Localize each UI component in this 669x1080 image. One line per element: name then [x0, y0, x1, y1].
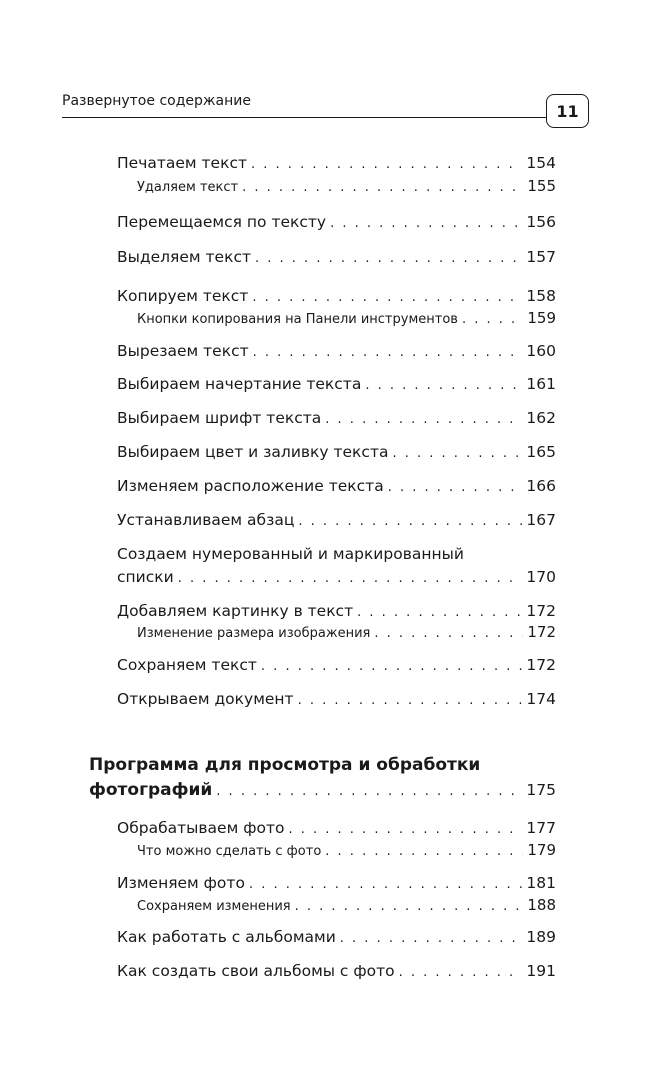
leader-dots — [298, 512, 522, 532]
toc-entry-title: Добавляем картинку в текст — [117, 602, 354, 620]
leader-dots — [392, 444, 522, 464]
toc-entry[interactable] — [117, 341, 556, 363]
toc-entry-page: 165 — [526, 443, 556, 461]
toc-entry[interactable] — [117, 567, 556, 589]
toc-entry-page: 174 — [526, 690, 556, 708]
toc-section-title: фотографий — [89, 780, 213, 800]
toc-entry[interactable] — [117, 442, 556, 464]
leader-dots — [261, 657, 522, 677]
toc-entry[interactable] — [117, 818, 556, 840]
leader-dots — [288, 820, 522, 840]
toc-subentry-title: Изменение размера изображения — [137, 626, 371, 641]
toc-subentry-title: Кнопки копирования на Панели инструментов — [137, 312, 458, 327]
toc-entry-title: Открываем документ — [117, 690, 294, 708]
leader-dots — [249, 875, 522, 895]
toc-entry-title: Вырезаем текст — [117, 342, 249, 360]
toc-entry[interactable] — [117, 873, 556, 895]
toc-entry[interactable] — [117, 927, 556, 949]
leader-dots — [374, 624, 523, 644]
toc-entry[interactable] — [117, 689, 556, 711]
toc-entry-title-line[interactable]: Создаем нумерованный и маркированный — [117, 545, 464, 563]
toc-entry[interactable] — [117, 961, 556, 983]
toc-entry-page: 191 — [526, 962, 556, 980]
page-number-box — [546, 94, 589, 128]
running-header-title: Развернутое содержание — [62, 93, 251, 109]
leader-dots — [252, 288, 522, 308]
toc-entry[interactable] — [117, 408, 556, 430]
toc-entry-page: 189 — [526, 928, 556, 946]
leader-dots — [242, 178, 523, 198]
leader-dots — [357, 603, 522, 623]
toc-subentry[interactable] — [137, 308, 556, 330]
toc-subentry-title: Удаляем текст — [137, 180, 239, 195]
toc-entry-page: 154 — [526, 154, 556, 172]
toc-entry[interactable] — [117, 286, 556, 308]
toc-entry-page: 161 — [526, 375, 556, 393]
toc-subentry-page: 188 — [527, 896, 556, 914]
toc-subentry[interactable] — [137, 176, 556, 198]
leader-dots — [295, 897, 524, 917]
toc-entry-title: Обрабатываем фото — [117, 819, 285, 837]
toc-entry-page: 166 — [526, 477, 556, 495]
leader-dots — [251, 155, 522, 175]
toc-entry[interactable] — [117, 247, 556, 269]
leader-dots — [178, 569, 523, 589]
leader-dots — [330, 214, 522, 234]
leader-dots — [388, 478, 523, 498]
toc-entry-page: 177 — [526, 819, 556, 837]
leader-dots — [325, 842, 523, 862]
toc-entry-title: Выбираем цвет и заливку текста — [117, 443, 389, 461]
toc-entry-page: 181 — [526, 874, 556, 892]
toc-entry-page: 158 — [526, 287, 556, 305]
leader-dots — [253, 343, 523, 363]
toc-entry-title: Изменяем фото — [117, 874, 245, 892]
toc-entry[interactable] — [117, 476, 556, 498]
toc-entry-title: Устанавливаем абзац — [117, 511, 295, 529]
toc-subentry[interactable] — [137, 840, 556, 862]
leader-dots — [365, 376, 522, 396]
toc-subentry-title: Сохраняем изменения — [137, 899, 291, 914]
toc-section-page: 175 — [526, 781, 556, 799]
header-rule — [62, 117, 546, 118]
toc-entry-title: Выбираем шрифт текста — [117, 409, 322, 427]
toc-entry-page: 156 — [526, 213, 556, 231]
toc-entry-title: Перемещаемся по тексту — [117, 213, 327, 231]
toc-entry[interactable] — [117, 374, 556, 396]
toc-entry-page: 167 — [526, 511, 556, 529]
toc-entry-title: Сохраняем текст — [117, 656, 257, 674]
toc-entry[interactable] — [117, 153, 556, 175]
leader-dots — [255, 249, 522, 269]
toc-entry-title: Как работать с альбомами — [117, 928, 336, 946]
leader-dots — [399, 963, 523, 983]
toc-entry-page: 172 — [526, 656, 556, 674]
toc-subentry-page: 179 — [527, 841, 556, 859]
toc-entry[interactable] — [117, 655, 556, 677]
toc-entry[interactable] — [117, 510, 556, 532]
toc-subentry-title: Что можно сделать с фото — [137, 844, 322, 859]
toc-subentry[interactable] — [137, 622, 556, 644]
toc-entry-title: Выделяем текст — [117, 248, 251, 266]
toc-entry-title: Выбираем начертание текста — [117, 375, 362, 393]
leader-dots — [298, 691, 523, 711]
page-number: 11 — [556, 101, 579, 121]
toc-entry-title: Печатаем текст — [117, 154, 248, 172]
toc-subentry[interactable] — [137, 895, 556, 917]
toc-subentry-page: 172 — [527, 623, 556, 641]
toc-entry-title: Как создать свои альбомы с фото — [117, 962, 395, 980]
leader-dots — [340, 929, 523, 949]
toc-entry-title: Копируем текст — [117, 287, 249, 305]
toc-entry[interactable] — [117, 601, 556, 623]
toc-entry-page: 157 — [526, 248, 556, 266]
toc-entry-page: 160 — [526, 342, 556, 360]
toc-entry-page: 172 — [526, 602, 556, 620]
toc-entry-page: 162 — [526, 409, 556, 427]
toc-entry-title: списки — [117, 568, 174, 586]
toc-section-title-line[interactable]: Программа для просмотра и обработки — [89, 755, 481, 775]
toc-entry-page: 170 — [526, 568, 556, 586]
leader-dots — [216, 782, 522, 802]
toc-subentry-page: 159 — [527, 309, 556, 327]
toc-subentry-page: 155 — [527, 177, 556, 195]
toc-section[interactable] — [89, 780, 556, 802]
toc-entry-title: Изменяем расположение текста — [117, 477, 384, 495]
toc-entry[interactable] — [117, 212, 556, 234]
leader-dots — [325, 410, 522, 430]
leader-dots — [462, 310, 523, 330]
